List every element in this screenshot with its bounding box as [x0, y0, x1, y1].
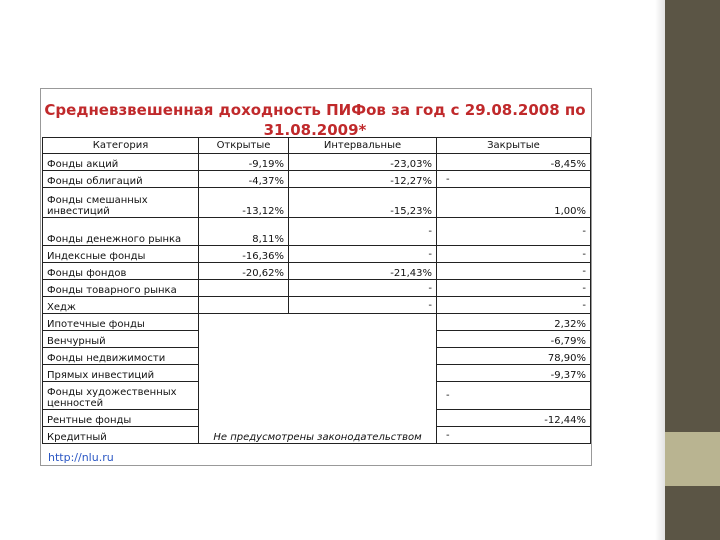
closed-value: - — [437, 382, 591, 410]
closed-value: - — [437, 297, 591, 314]
category-cell: Хедж — [43, 297, 199, 314]
decorative-bar-bottom — [665, 486, 720, 540]
category-cell: Венчурный — [43, 331, 199, 348]
category-cell: Фонды денежного рынка — [43, 218, 199, 246]
interval-value: -21,43% — [289, 263, 437, 280]
interval-value: - — [289, 246, 437, 263]
source-link[interactable]: http://nlu.ru — [48, 451, 114, 464]
closed-value: 78,90% — [437, 348, 591, 365]
closed-value: - — [437, 280, 591, 297]
closed-value: -9,37% — [437, 365, 591, 382]
category-cell: Ипотечные фонды — [43, 314, 199, 331]
closed-value: - — [437, 246, 591, 263]
header-category: Категория — [43, 138, 199, 154]
category-cell: Фонды фондов — [43, 263, 199, 280]
table-row — [43, 280, 591, 297]
returns-table — [42, 137, 591, 444]
category-cell: Кредитный — [43, 427, 199, 444]
table-row — [43, 188, 591, 218]
header-closed: Закрытые — [437, 138, 591, 154]
closed-value: -8,45% — [437, 154, 591, 171]
table-title: Средневзвешенная доходность ПИФов за год с 29.08.2008 по 31.08.2009* — [44, 101, 586, 139]
interval-value: - — [289, 297, 437, 314]
open-value: -9,19% — [199, 154, 289, 171]
table-row — [43, 218, 591, 246]
open-value: 8,11% — [199, 218, 289, 246]
header-interval: Интервальные — [289, 138, 437, 154]
decorative-bar-top — [665, 0, 720, 432]
open-value — [199, 280, 289, 297]
open-value: -4,37% — [199, 171, 289, 188]
category-cell: Фонды недвижимости — [43, 348, 199, 365]
not-provided-note: Не предусмотрены законодательством — [199, 314, 437, 444]
open-value: -16,36% — [199, 246, 289, 263]
interval-value: - — [289, 218, 437, 246]
decorative-bar-accent — [665, 432, 720, 486]
category-cell: Фонды смешанных инвестиций — [43, 188, 199, 218]
interval-value: -15,23% — [289, 188, 437, 218]
interval-value: - — [289, 280, 437, 297]
category-cell: Рентные фонды — [43, 410, 199, 427]
closed-value: 2,32% — [437, 314, 591, 331]
table-header-row — [43, 138, 591, 154]
closed-value: - — [437, 263, 591, 280]
interval-value: -12,27% — [289, 171, 437, 188]
open-value: -13,12% — [199, 188, 289, 218]
category-cell: Фонды художественных ценностей — [43, 382, 199, 410]
table-row — [43, 154, 591, 171]
table-row — [43, 297, 591, 314]
closed-value: -12,44% — [437, 410, 591, 427]
open-value — [199, 297, 289, 314]
closed-value: - — [437, 171, 591, 188]
category-cell: Индексные фонды — [43, 246, 199, 263]
decorative-shadow — [655, 0, 665, 540]
table-row — [43, 171, 591, 188]
open-value: -20,62% — [199, 263, 289, 280]
closed-value: 1,00% — [437, 188, 591, 218]
header-open: Открытые — [199, 138, 289, 154]
closed-value: - — [437, 218, 591, 246]
category-cell: Фонды облигаций — [43, 171, 199, 188]
category-cell: Фонды акций — [43, 154, 199, 171]
category-cell: Прямых инвестиций — [43, 365, 199, 382]
table-row — [43, 314, 591, 331]
closed-value: -6,79% — [437, 331, 591, 348]
category-cell: Фонды товарного рынка — [43, 280, 199, 297]
closed-value: - — [437, 427, 591, 444]
table-row — [43, 263, 591, 280]
interval-value: -23,03% — [289, 154, 437, 171]
table-row — [43, 246, 591, 263]
